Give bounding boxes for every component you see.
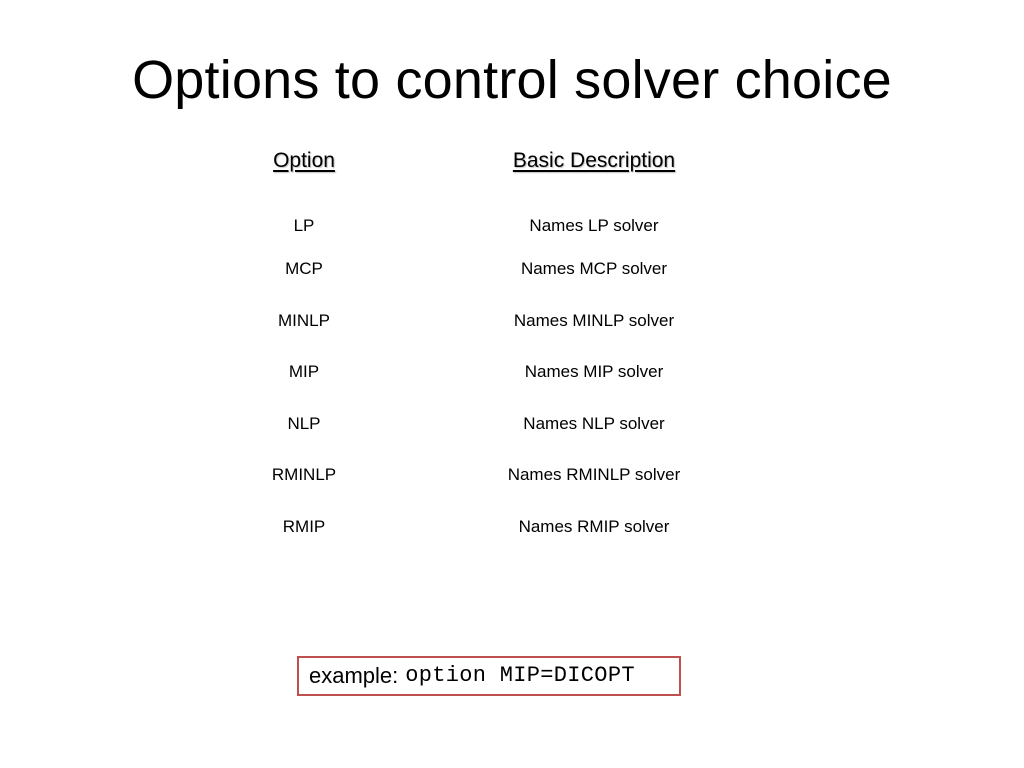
description-cell: Names MCP solver bbox=[520, 259, 668, 278]
example-box bbox=[297, 656, 681, 696]
table-row bbox=[0, 515, 1024, 539]
column-header-description: Basic Description bbox=[512, 149, 676, 172]
table-row bbox=[0, 412, 1024, 436]
option-cell: MIP bbox=[288, 362, 320, 381]
table-row bbox=[0, 309, 1024, 333]
option-cell: NLP bbox=[287, 414, 321, 433]
option-cell: RMIP bbox=[282, 517, 326, 536]
option-cell: MCP bbox=[285, 259, 323, 278]
example-code: option MIP=DICOPT bbox=[405, 663, 635, 688]
table-row bbox=[0, 360, 1024, 384]
description-cell: Names RMINLP solver bbox=[507, 465, 681, 484]
slide-title: Options to control solver choice bbox=[132, 50, 892, 110]
column-header-option: Option bbox=[273, 149, 335, 172]
table-row bbox=[0, 257, 1024, 281]
description-cell: Names RMIP solver bbox=[518, 517, 670, 536]
description-cell: Names NLP solver bbox=[523, 414, 665, 433]
option-cell: RMINLP bbox=[271, 465, 337, 484]
description-cell: Names MINLP solver bbox=[513, 311, 675, 330]
description-cell: Names MIP solver bbox=[524, 362, 664, 381]
option-cell: MINLP bbox=[278, 311, 330, 330]
table-row bbox=[0, 463, 1024, 487]
description-cell: Names LP solver bbox=[529, 216, 659, 235]
example-label: example: bbox=[309, 663, 399, 688]
option-cell: LP bbox=[293, 216, 315, 235]
table-row bbox=[0, 214, 1024, 238]
